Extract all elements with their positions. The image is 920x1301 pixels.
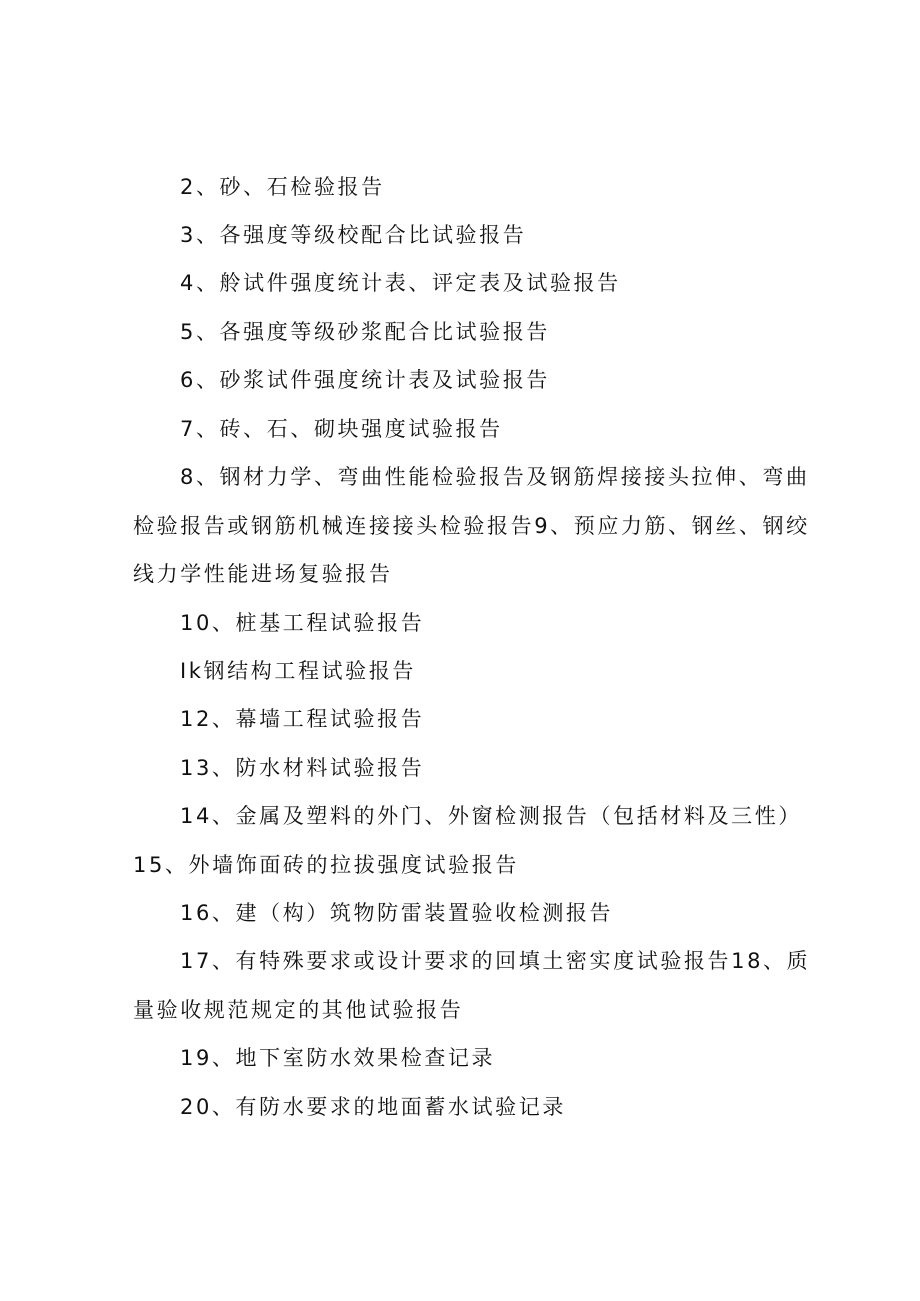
- list-item-continuation: 线力学性能进场复验报告: [133, 562, 393, 586]
- list-item: 6、砂浆试件强度统计表及试验报告: [180, 368, 550, 392]
- list-item: 20、有防水要求的地面蓄水试验记录: [180, 1095, 566, 1119]
- list-item: Ik钢结构工程试验报告: [180, 659, 416, 683]
- list-item: 15、外墙饰面砖的拉拔强度试验报告: [133, 853, 519, 877]
- list-item: 2、砂、石检验报告: [180, 175, 385, 199]
- list-item-continuation: 量验收规范规定的其他试验报告: [133, 998, 464, 1022]
- list-item-continuation: 检验报告或钢筋机械连接接头检验报告9、预应力筋、钢丝、钢绞: [133, 514, 810, 538]
- list-item: 4、舲试件强度统计表、评定表及试验报告: [180, 271, 621, 295]
- list-item: 19、地下室防水效果检查记录: [180, 1046, 496, 1070]
- list-item: 17、有特殊要求或设计要求的回填土密实度试验报告18、质: [180, 949, 811, 973]
- list-item: 14、金属及塑料的外门、外窗检测报告（包括材料及三性）: [180, 804, 802, 828]
- list-item: 7、砖、石、砌块强度试验报告: [180, 417, 503, 441]
- list-item: 3、各强度等级校配合比试验报告: [180, 223, 527, 247]
- list-item: 8、钢材力学、弯曲性能检验报告及钢筋焊接接头拉伸、弯曲: [180, 465, 810, 489]
- list-item: 16、建（构）筑物防雷装置验收检测报告: [180, 901, 614, 925]
- list-item: 5、各强度等级砂浆配合比试验报告: [180, 320, 550, 344]
- list-item: 12、幕墙工程试验报告: [180, 707, 425, 731]
- list-item: 10、桩基工程试验报告: [180, 611, 425, 635]
- list-item: 13、防水材料试验报告: [180, 756, 425, 780]
